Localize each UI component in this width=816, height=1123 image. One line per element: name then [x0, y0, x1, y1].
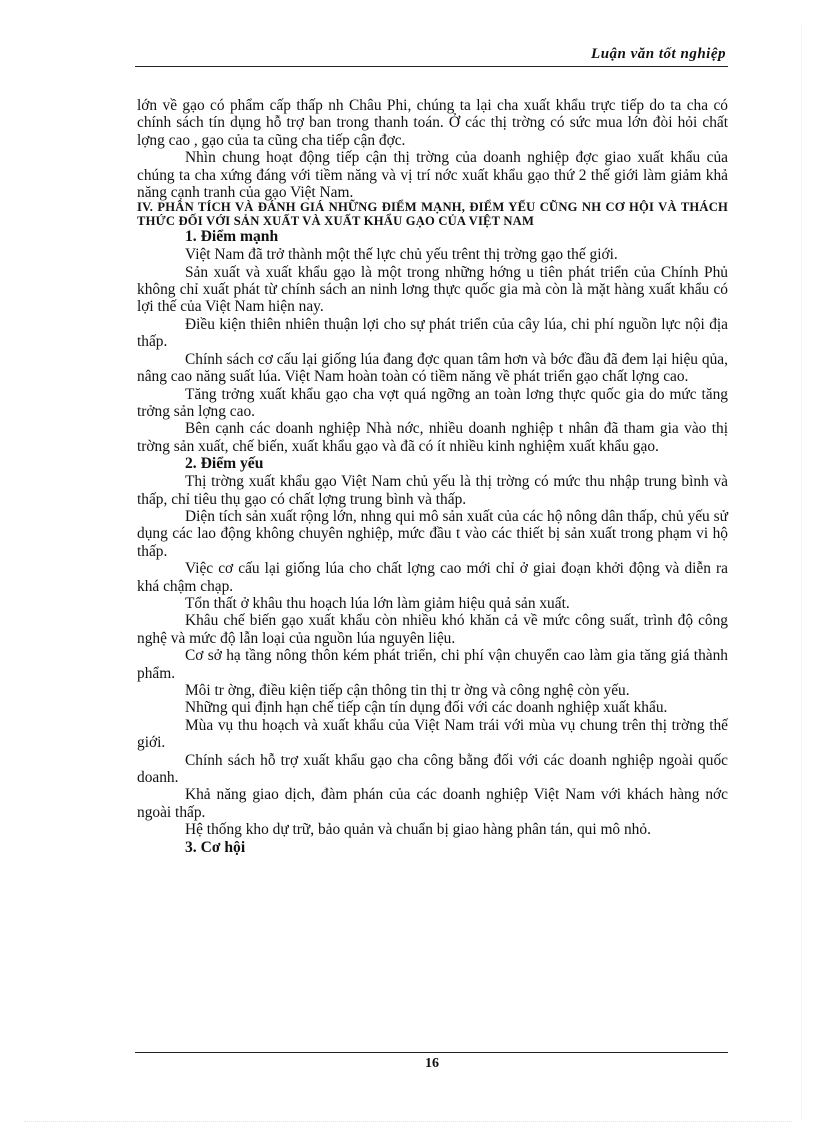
body-paragraph: Tổn thất ở khâu thu hoạch lúa lớn làm giảm hiệu quả sản xuất.: [185, 594, 570, 612]
body-paragraph: Môi tr ờng, điều kiện tiếp cận thông tin thị tr ờng và công nghệ còn yếu.: [185, 682, 630, 699]
body-paragraph: Mùa vụ thu hoạch và xuất khẩu của Việt Nam trái với mùa vụ chung trên thị trờng thế giới.: [137, 716, 728, 752]
page-edge-guide: [801, 24, 802, 1119]
body-paragraph: Diện tích sản xuất rộng lớn, nhng qui mô sản xuất của các hộ nông dân thấp, chủ yếu sử dụng các lao động không chuyên nghiệp, mức đầu t vào các thiết bị sản xuất trong phạm vi hộ thấp.: [137, 507, 728, 560]
body-paragraph: Thị trờng xuất khẩu gạo Việt Nam chủ yếu là thị trờng có mức thu nhập trung bình và thấp, chỉ tiêu thụ gạo có chất lợng trung bình và thấp.: [137, 473, 728, 508]
body-paragraph: Những qui định hạn chế tiếp cận tín dụng đối với các doanh nghiệp xuất khẩu.: [185, 699, 668, 717]
body-paragraph: Việc cơ cấu lại giống lúa cho chất lợng cao mới chỉ ở giai đoạn khởi động và diễn ra khá chậm chạp.: [137, 560, 728, 595]
body-paragraph: Việt Nam đã trở thành một thế lực chủ yếu trênt thị trờng gạo thế giới.: [185, 246, 618, 264]
body-paragraph: Điều kiện thiên nhiên thuận lợi cho sự phát triển của cây lúa, chi phí nguồn lực nội địa thấp.: [137, 315, 728, 351]
body-paragraph: Cơ sở hạ tầng nông thôn kém phát triển, chi phí vận chuyển cao làm gia tăng giá thành phẩm.: [137, 647, 728, 682]
body-paragraph: Tăng trởng xuất khẩu gạo cha vợt quá ngỡng an toàn lơng thực quốc gia do mức tăng trởng sản lợng cao.: [137, 385, 728, 420]
body-paragraph: Chính sách cơ cấu lại giống lúa đang đợc quan tâm hơn và bớc đầu đã đem lại hiệu qủa, nâng cao năng suất lúa. Việt Nam hoàn toàn có tiềm năng về phát triển gạo chất lợng cao.: [137, 350, 728, 386]
body-paragraph: Nhìn chung hoạt động tiếp cận thị trờng của doanh nghiệp đợc giao xuất khẩu của chúng ta cha xứng đáng với tiềm năng và vị trí nớc xuất khẩu gạo thứ 2 thế giới làm giảm khả năng cạnh tranh của gạo Việt Nam.: [137, 149, 728, 202]
footer-rule: [135, 1052, 728, 1053]
body-paragraph: Chính sách hỗ trợ xuất khẩu gạo cha công bằng đối với các doanh nghiệp ngoài quốc doanh.: [137, 751, 728, 787]
subheading-strengths: 1. Điểm mạnh: [185, 228, 279, 246]
page-body: [137, 97, 728, 857]
section-heading: IV. PHÂN TÍCH VÀ ĐÁNH GIÁ NHỮNG ĐIỂM MẠNH, ĐIỂM YẾU CŨNG NH CƠ HỘI VÀ THÁCH THỨC ĐỐI VỚI SẢN XUẤT VÀ XUẤT KHẨU GẠO CỦA VIỆT NAM: [137, 200, 728, 228]
body-paragraph: Bên cạnh các doanh nghiệp Nhà nớc, nhiều doanh nghiệp t nhân đã tham gia vào thị trờng sản xuất, chế biến, xuất khẩu gạo và đã có ít nhiều kinh nghiệm xuất khẩu gạo.: [137, 420, 728, 455]
header-rule: [135, 66, 728, 67]
page-edge-guide: [24, 1121, 792, 1122]
body-paragraph: Khả năng giao dịch, đàm phán của các doanh nghiệp Việt Nam với khách hàng nớc ngoài thấp.: [137, 786, 728, 821]
running-header-title: Luận văn tốt nghiệp: [591, 46, 726, 62]
subheading-weaknesses: 2. Điểm yếu: [185, 455, 264, 473]
body-paragraph: Khâu chế biến gạo xuất khẩu còn nhiều khó khăn cả về mức công suất, trình độ công nghệ và mức độ lẫn loại của nguồn lúa nguyên liệu.: [137, 612, 728, 647]
subheading-opportunities: 3. Cơ hội: [185, 838, 246, 856]
body-paragraph: lớn về gạo có phẩm cấp thấp nh Châu Phi, chúng ta lại cha xuất khẩu trực tiếp do ta cha có chính sách tín dụng hỗ trợ ban trong thanh toán. Ở các thị trờng có sức mua lớn đòi hỏi chất lợng cao , gạo của ta cũng cha tiếp cận đợc.: [137, 97, 728, 149]
body-paragraph: Hệ thống kho dự trữ, bảo quản và chuẩn bị giao hàng phân tán, qui mô nhỏ.: [185, 821, 651, 839]
body-paragraph: Sản xuất và xuất khẩu gạo là một trong những hớng u tiên phát triển của Chính Phủ không chỉ xuất phát từ chính sách an ninh lơng thực quốc gia mà còn là mặt hàng xuất khẩu có lợi thế của Việt Nam hiện nay.: [137, 263, 728, 316]
page-number: 16: [425, 1056, 439, 1071]
